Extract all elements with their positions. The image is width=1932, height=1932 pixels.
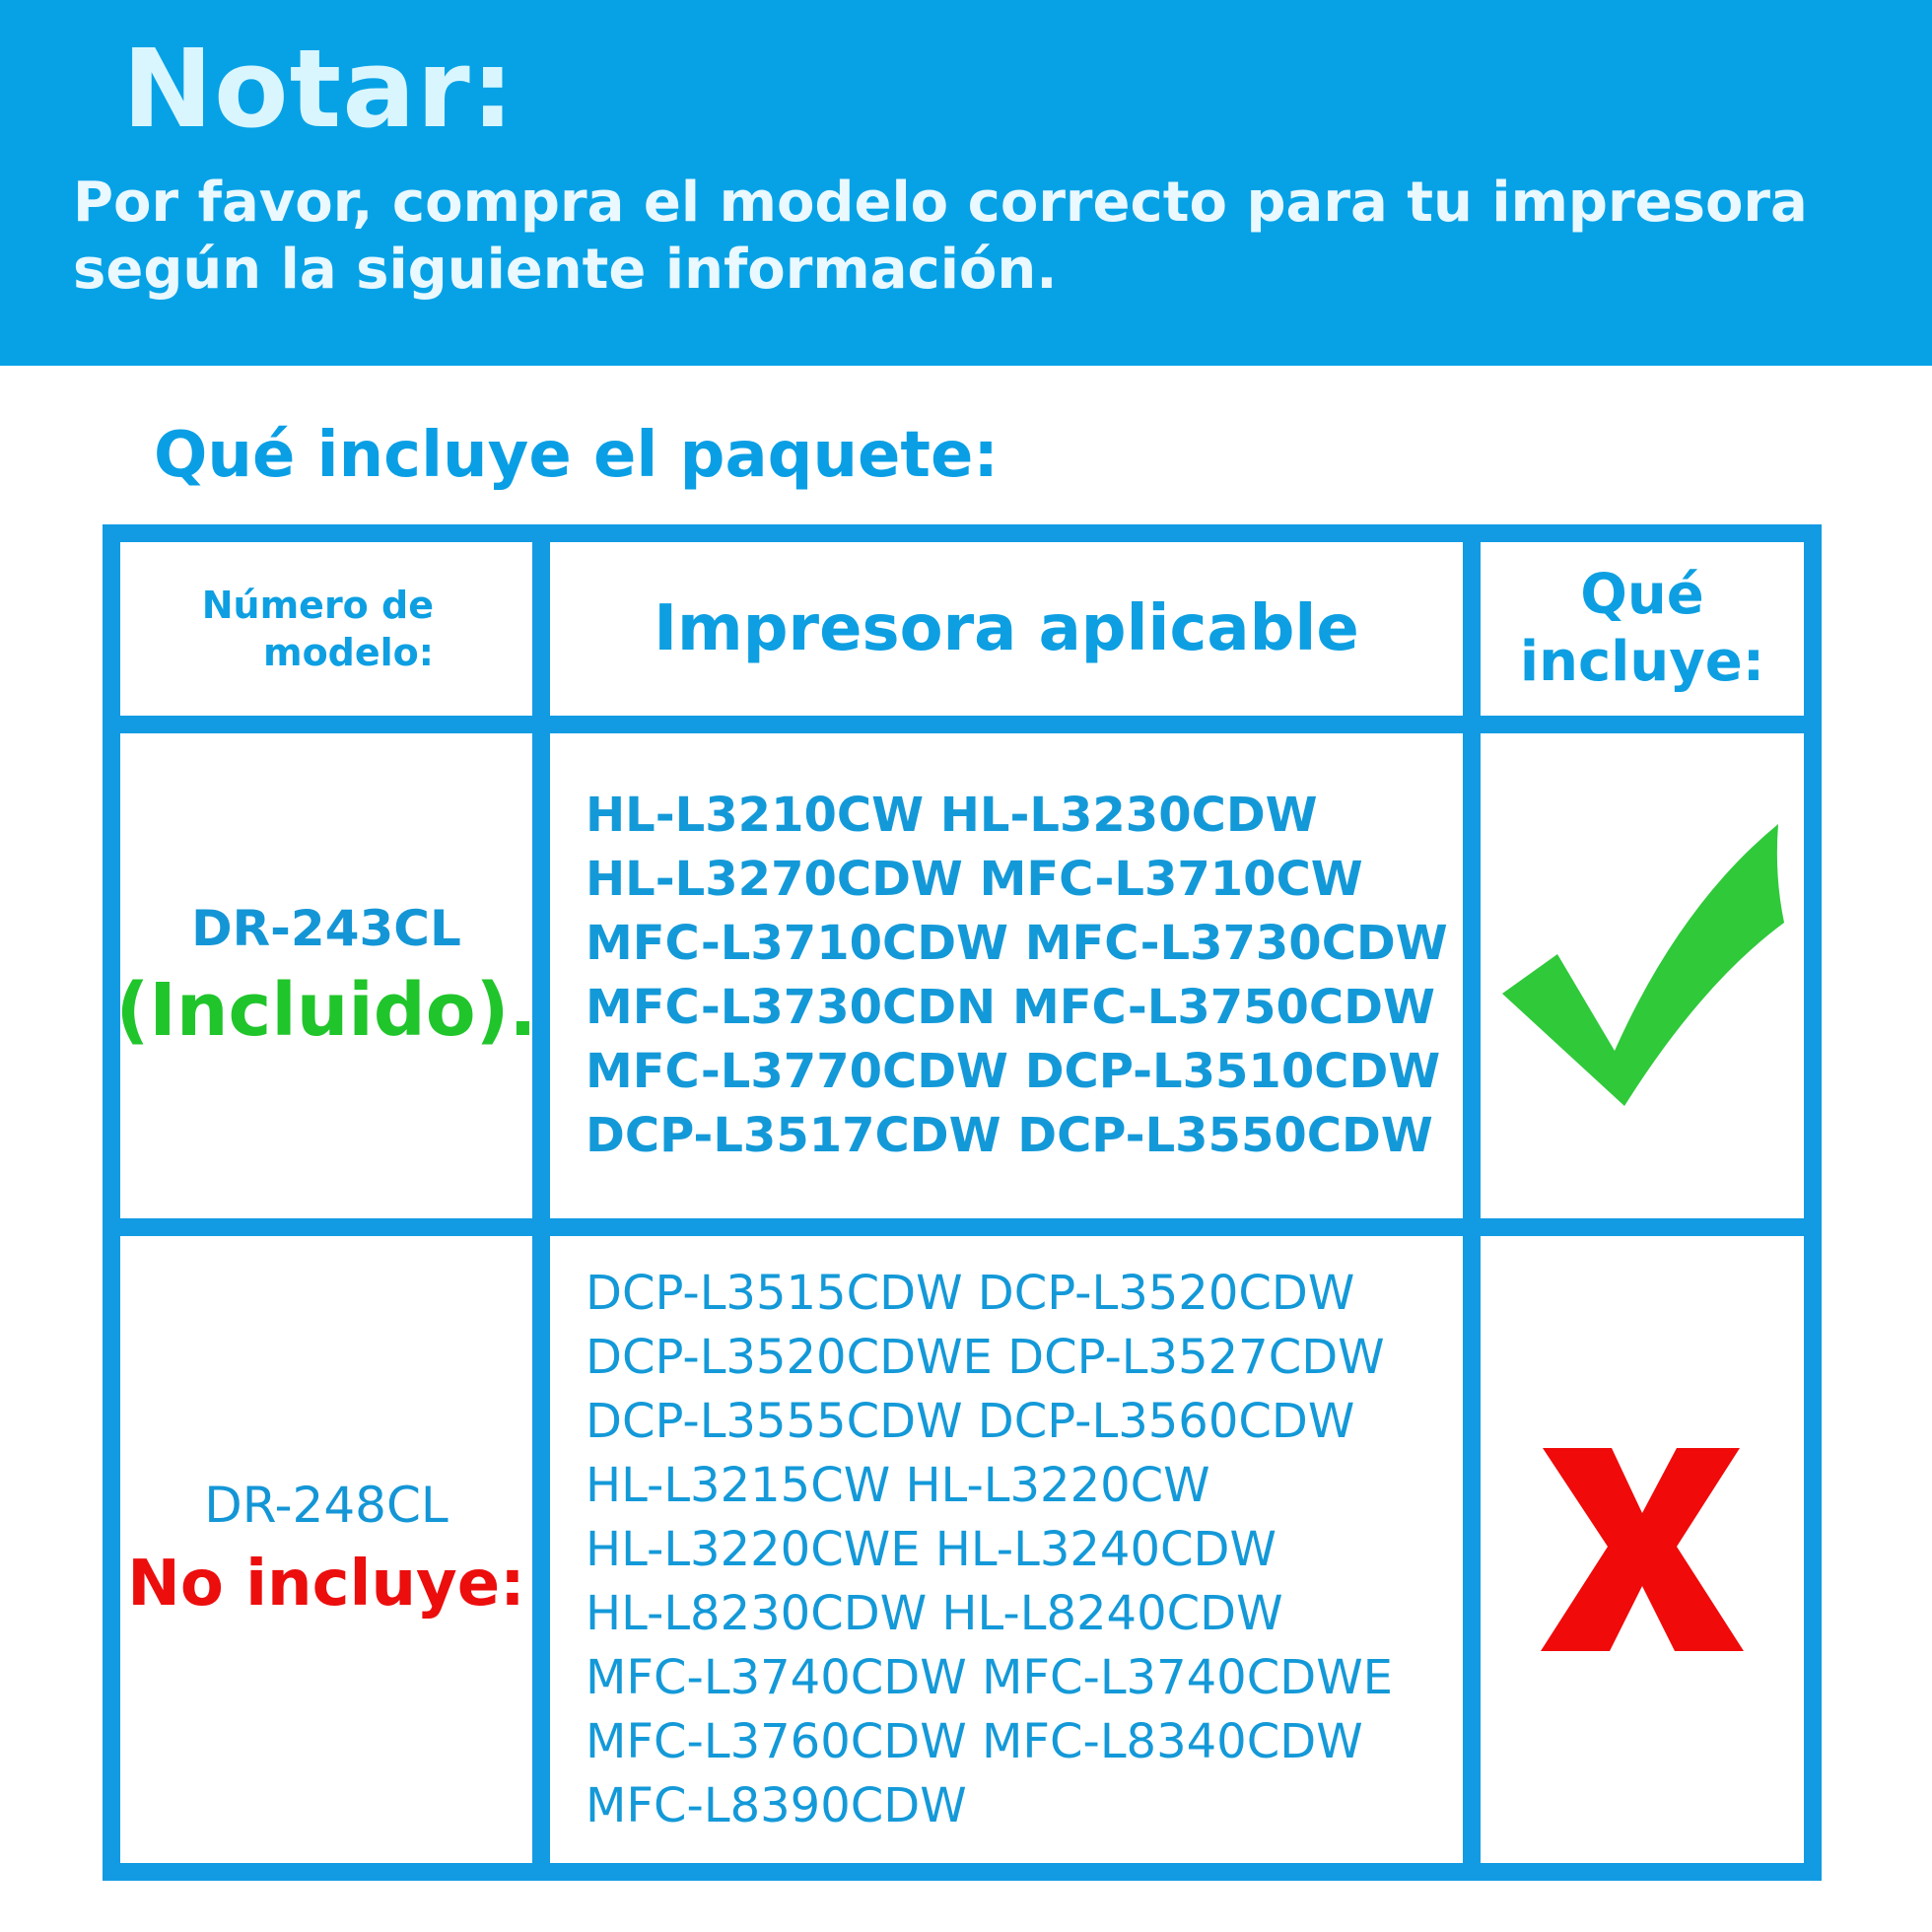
printer-list-item: DCP-L3517CDW DCP-L3550CDW bbox=[586, 1108, 1433, 1163]
row-2-printer-list bbox=[586, 1262, 1393, 1838]
header-includes-line-1: Qué bbox=[1580, 563, 1704, 627]
printer-list-item: HL-L3210CW HL-L3230CDW bbox=[586, 788, 1318, 843]
banner-title: Notar: bbox=[122, 26, 516, 152]
printer-list-item: MFC-L3710CDW MFC-L3730CDW bbox=[586, 916, 1448, 971]
check-mark-icon bbox=[1494, 818, 1790, 1134]
row-2-printer-cell bbox=[550, 1236, 1463, 1863]
header-includes-cell bbox=[1481, 542, 1804, 716]
compatibility-table bbox=[103, 524, 1822, 1881]
row-1-model-number: DR-243CL bbox=[191, 900, 461, 957]
row-1-model-cell bbox=[115, 733, 537, 1218]
printer-list-item: HL-L3215CW HL-L3220CW bbox=[586, 1457, 1210, 1513]
section-heading: Qué incluye el paquete: bbox=[154, 419, 999, 492]
row-1-includes-cell bbox=[1481, 733, 1804, 1218]
row-1-status-included: (Incluido). bbox=[115, 968, 537, 1053]
printer-list-item: DCP-L3520CDWE DCP-L3527CDW bbox=[586, 1329, 1385, 1385]
printer-list-item: MFC-L3770CDW DCP-L3510CDW bbox=[586, 1044, 1441, 1099]
row-2-status-not-included: No incluye: bbox=[127, 1548, 525, 1621]
x-mark-icon bbox=[1539, 1444, 1746, 1655]
printer-list-item: HL-L8230CDW HL-L8240CDW bbox=[586, 1585, 1283, 1641]
printer-list-item: DCP-L3515CDW DCP-L3520CDW bbox=[586, 1265, 1355, 1321]
header-model-line-2: modelo: bbox=[262, 631, 434, 674]
row-2-model-number: DR-248CL bbox=[204, 1477, 448, 1534]
row-2-model-cell bbox=[120, 1236, 532, 1863]
header-model-cell bbox=[120, 542, 532, 716]
row-2-includes-cell bbox=[1481, 1236, 1804, 1863]
header-printer-cell bbox=[550, 542, 1463, 716]
printer-list-item: HL-L3270CDW MFC-L3710CW bbox=[586, 852, 1363, 907]
banner-text-line-2: según la siguiente información. bbox=[73, 238, 1058, 302]
header-model-line-1: Número de bbox=[201, 584, 434, 627]
printer-list-item: MFC-L3760CDW MFC-L8340CDW bbox=[586, 1713, 1363, 1769]
row-1-printer-list bbox=[586, 784, 1448, 1168]
row-1-printer-cell bbox=[550, 733, 1463, 1218]
printer-list-item: MFC-L3730CDN MFC-L3750CDW bbox=[586, 980, 1435, 1035]
printer-list-item: HL-L3220CWE HL-L3240CDW bbox=[586, 1521, 1276, 1577]
banner-text bbox=[73, 170, 1847, 304]
banner-text-line-1: Por favor, compra el modelo correcto para tu impresora bbox=[73, 171, 1808, 235]
header-printer-label: Impresora aplicable bbox=[654, 592, 1359, 665]
header-model-label bbox=[120, 582, 532, 676]
printer-list-item: MFC-L3740CDW MFC-L3740CDWE bbox=[586, 1649, 1393, 1705]
header-includes-line-2: incluye: bbox=[1519, 630, 1765, 694]
printer-list-item: DCP-L3555CDW DCP-L3560CDW bbox=[586, 1393, 1355, 1449]
header-includes-label bbox=[1520, 562, 1764, 696]
printer-list-item: MFC-L8390CDW bbox=[586, 1777, 967, 1833]
notice-banner bbox=[0, 0, 1932, 366]
